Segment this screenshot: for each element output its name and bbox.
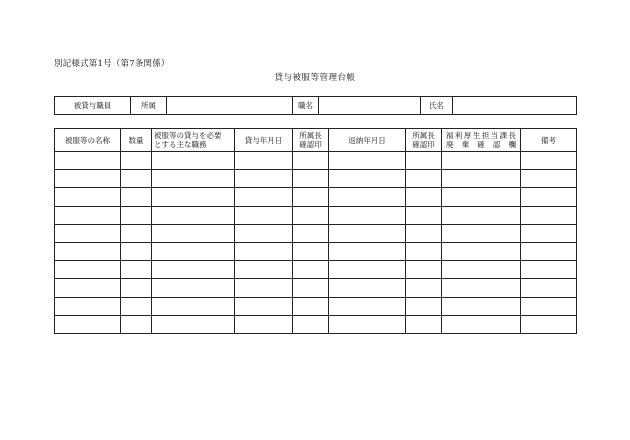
cell-item-name[interactable] — [55, 279, 121, 297]
cell-duty[interactable] — [152, 152, 235, 170]
cell-lend-date[interactable] — [235, 242, 293, 260]
cell-item-name[interactable] — [55, 315, 121, 333]
cell-return-confirm[interactable] — [406, 297, 442, 315]
cell-return-confirm[interactable] — [406, 224, 442, 242]
cell-remarks[interactable] — [521, 315, 577, 333]
cell-return-confirm[interactable] — [406, 152, 442, 170]
cell-quantity[interactable] — [121, 279, 152, 297]
cell-quantity[interactable] — [121, 188, 152, 206]
cell-return-date[interactable] — [329, 261, 406, 279]
cell-lend-date[interactable] — [235, 297, 293, 315]
cell-remarks[interactable] — [521, 152, 577, 170]
cell-item-name[interactable] — [55, 152, 121, 170]
header-lend-date: 貸与年月日 — [235, 129, 293, 152]
dept-label: 所属 — [131, 97, 167, 115]
cell-remarks[interactable] — [521, 224, 577, 242]
cell-item-name[interactable] — [55, 188, 121, 206]
cell-return-confirm[interactable] — [406, 206, 442, 224]
cell-lend-confirm[interactable] — [293, 206, 329, 224]
header-duty: 被服等の貸与を必要 とする主な職務 — [152, 129, 235, 152]
cell-quantity[interactable] — [121, 261, 152, 279]
cell-duty[interactable] — [152, 188, 235, 206]
cell-duty[interactable] — [152, 242, 235, 260]
cell-item-name[interactable] — [55, 206, 121, 224]
cell-quantity[interactable] — [121, 297, 152, 315]
cell-item-name[interactable] — [55, 261, 121, 279]
cell-remarks[interactable] — [521, 242, 577, 260]
cell-return-date[interactable] — [329, 315, 406, 333]
position-field[interactable] — [319, 97, 421, 115]
ledger-table — [54, 128, 577, 334]
cell-return-date[interactable] — [329, 242, 406, 260]
cell-lend-confirm[interactable] — [293, 261, 329, 279]
header-return-date: 返納年月日 — [329, 129, 406, 152]
cell-remarks[interactable] — [521, 261, 577, 279]
name-label: 氏名 — [421, 97, 453, 115]
cell-duty[interactable] — [152, 279, 235, 297]
cell-duty[interactable] — [152, 297, 235, 315]
table-row — [55, 206, 577, 224]
table-row — [55, 170, 577, 188]
cell-disposal[interactable] — [442, 170, 521, 188]
cell-disposal[interactable] — [442, 224, 521, 242]
header-item-name: 被服等の名称 — [55, 129, 121, 152]
cell-disposal[interactable] — [442, 206, 521, 224]
cell-lend-date[interactable] — [235, 188, 293, 206]
table-row — [55, 279, 577, 297]
cell-disposal[interactable] — [442, 242, 521, 260]
cell-duty[interactable] — [152, 170, 235, 188]
header-quantity: 数量 — [121, 129, 152, 152]
cell-return-date[interactable] — [329, 188, 406, 206]
table-row — [55, 261, 577, 279]
cell-quantity[interactable] — [121, 170, 152, 188]
table-row — [55, 242, 577, 260]
cell-return-confirm[interactable] — [406, 261, 442, 279]
cell-lend-date[interactable] — [235, 170, 293, 188]
cell-lend-date[interactable] — [235, 279, 293, 297]
cell-quantity[interactable] — [121, 152, 152, 170]
cell-return-confirm[interactable] — [406, 315, 442, 333]
cell-return-date[interactable] — [329, 279, 406, 297]
cell-lend-confirm[interactable] — [293, 297, 329, 315]
header-remarks: 備考 — [521, 129, 577, 152]
staff-label: 被貸与職員 — [55, 97, 131, 115]
cell-disposal[interactable] — [442, 261, 521, 279]
cell-item-name[interactable] — [55, 242, 121, 260]
cell-duty[interactable] — [152, 261, 235, 279]
cell-lend-date[interactable] — [235, 261, 293, 279]
cell-remarks[interactable] — [521, 297, 577, 315]
cell-lend-date[interactable] — [235, 315, 293, 333]
header-row — [55, 129, 577, 152]
cell-disposal[interactable] — [442, 152, 521, 170]
cell-lend-date[interactable] — [235, 224, 293, 242]
cell-quantity[interactable] — [121, 315, 152, 333]
form-reference: 別記様式第1号（第7条関係） — [54, 59, 170, 69]
cell-item-name[interactable] — [55, 170, 121, 188]
header-lend-confirm: 所属長 確認印 — [293, 129, 329, 152]
cell-item-name[interactable] — [55, 297, 121, 315]
dept-field[interactable] — [167, 97, 293, 115]
cell-remarks[interactable] — [521, 206, 577, 224]
cell-return-confirm[interactable] — [406, 279, 442, 297]
cell-quantity[interactable] — [121, 206, 152, 224]
cell-return-date[interactable] — [329, 297, 406, 315]
header-disposal: 福利厚生担当課長 廃棄確認欄 — [442, 129, 521, 152]
cell-duty[interactable] — [152, 206, 235, 224]
cell-quantity[interactable] — [121, 242, 152, 260]
cell-remarks[interactable] — [521, 170, 577, 188]
cell-return-date[interactable] — [329, 206, 406, 224]
cell-return-confirm[interactable] — [406, 242, 442, 260]
cell-remarks[interactable] — [521, 188, 577, 206]
ledger-body — [55, 152, 577, 334]
header-return-confirm: 所属長 確認印 — [406, 129, 442, 152]
cell-return-confirm[interactable] — [406, 170, 442, 188]
cell-return-date[interactable] — [329, 224, 406, 242]
cell-lend-confirm[interactable] — [293, 279, 329, 297]
table-row — [55, 297, 577, 315]
cell-lend-confirm[interactable] — [293, 224, 329, 242]
cell-return-confirm[interactable] — [406, 188, 442, 206]
cell-item-name[interactable] — [55, 224, 121, 242]
cell-disposal[interactable] — [442, 315, 521, 333]
position-label: 職名 — [293, 97, 319, 115]
cell-lend-confirm[interactable] — [293, 188, 329, 206]
table-row — [55, 315, 577, 333]
cell-return-date[interactable] — [329, 152, 406, 170]
info-table — [54, 96, 577, 115]
cell-lend-confirm[interactable] — [293, 315, 329, 333]
cell-duty[interactable] — [152, 224, 235, 242]
table-row — [55, 224, 577, 242]
page-title: 貸与被服等管理台帳 — [274, 73, 356, 83]
cell-quantity[interactable] — [121, 224, 152, 242]
table-row — [55, 188, 577, 206]
cell-lend-confirm[interactable] — [293, 170, 329, 188]
name-field[interactable] — [453, 97, 577, 115]
cell-disposal[interactable] — [442, 188, 521, 206]
cell-duty[interactable] — [152, 315, 235, 333]
table-row — [55, 152, 577, 170]
cell-lend-date[interactable] — [235, 152, 293, 170]
info-row — [55, 97, 577, 115]
cell-remarks[interactable] — [521, 279, 577, 297]
cell-return-date[interactable] — [329, 170, 406, 188]
cell-lend-confirm[interactable] — [293, 242, 329, 260]
cell-disposal[interactable] — [442, 279, 521, 297]
cell-lend-confirm[interactable] — [293, 152, 329, 170]
cell-disposal[interactable] — [442, 297, 521, 315]
cell-lend-date[interactable] — [235, 206, 293, 224]
